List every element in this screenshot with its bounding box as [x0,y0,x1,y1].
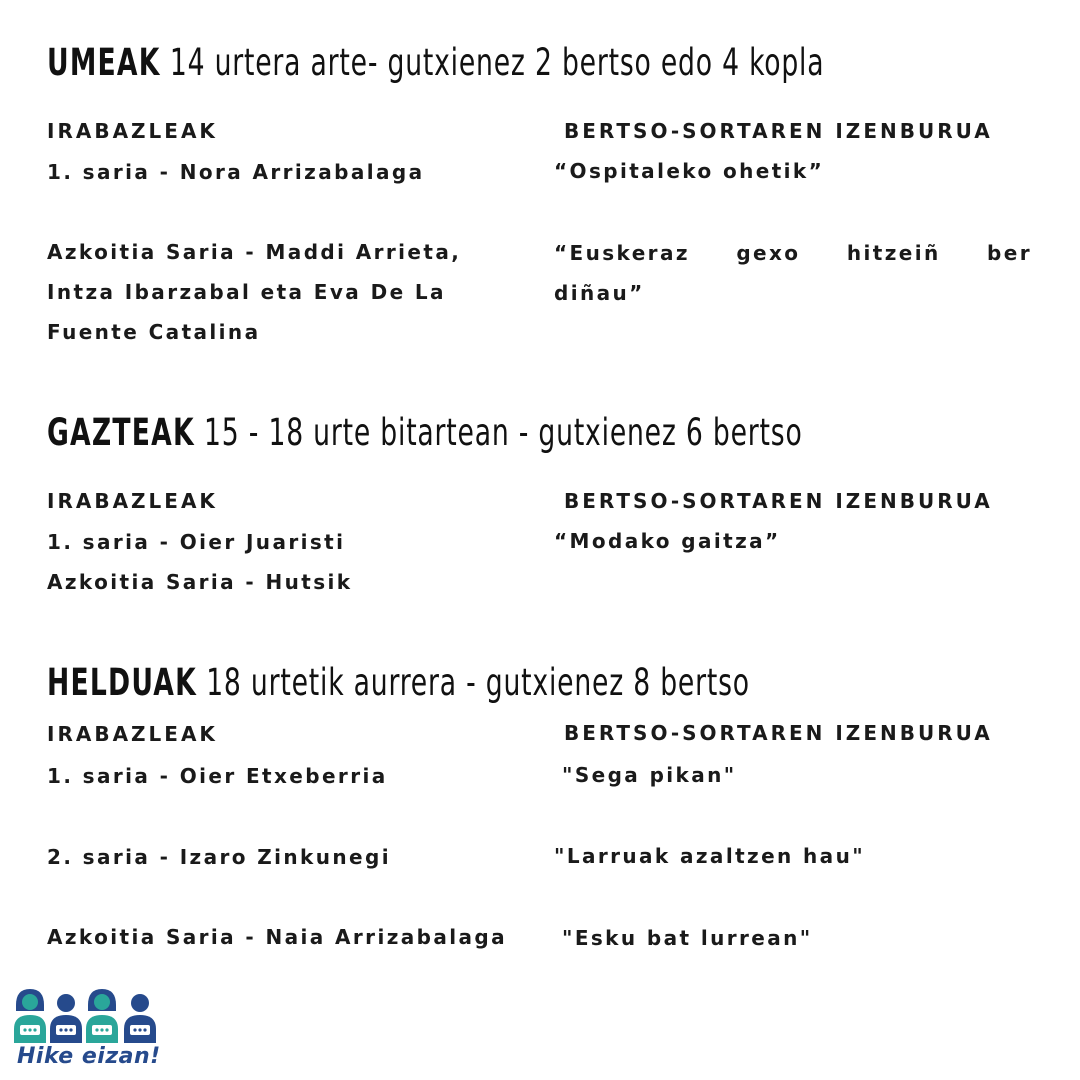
title-label: BERTSO-SORTAREN IZENBURUA [564,119,993,143]
person-icon [124,994,156,1043]
poem-title-word: gexo [736,241,801,265]
winner-entry: 2. saria - Izaro Zinkunegi [47,845,391,869]
winners-label: IRABAZLEAK [47,489,218,513]
poem-title: "Larruak azaltzen hau" [554,844,866,868]
poem-title-word: hitzeiñ [846,241,941,265]
poem-title-continued: diñau” [554,281,645,305]
poem-title: “Ospitaleko ohetik” [554,159,825,183]
person-icon [50,994,82,1043]
poem-title-word: ber [987,241,1032,265]
winner-entry: 1. saria - Oier Etxeberria [47,764,388,788]
section-gazteak-heading [47,411,803,454]
title-label: BERTSO-SORTAREN IZENBURUA [564,721,993,745]
winner-entry: 1. saria - Oier Juaristi [47,530,346,554]
section-category: HELDUAK [47,661,197,704]
poem-title [554,243,1032,263]
logo-text: Hike eizan! [17,1044,161,1069]
person-icon [86,989,118,1043]
section-helduak-heading [47,661,750,704]
winner-entry: Azkoitia Saria - Naia Arrizabalaga [47,925,508,949]
winner-entry: Azkoitia Saria - Hutsik [47,570,353,594]
winner-entry-continued: Fuente Catalina [47,320,261,344]
section-category: GAZTEAK [47,411,195,454]
title-label: BERTSO-SORTAREN IZENBURUA [564,489,993,513]
winner-entry: 1. saria - Nora Arrizabalaga [47,160,425,184]
person-icon [14,989,46,1043]
winners-label: IRABAZLEAK [47,722,218,746]
poem-title: "Sega pikan" [562,763,737,787]
section-description: 14 urtera arte- gutxienez 2 bertso edo 4 kopla [169,41,825,84]
section-description: 15 - 18 urte bitartean - gutxienez 6 bertso [204,411,803,454]
winners-label: IRABAZLEAK [47,119,218,143]
poem-title: “Modako gaitza” [554,529,781,553]
section-category: UMEAK [47,41,161,84]
section-description: 18 urtetik aurrera - gutxienez 8 bertso [206,661,750,704]
poem-title: "Esku bat lurrean" [562,926,813,950]
winner-entry: Azkoitia Saria - Maddi Arrieta, [47,240,462,264]
section-umeak-heading [47,41,825,84]
poem-title-word: “Euskeraz [554,241,690,265]
winner-entry-continued: Intza Ibarzabal eta Eva De La [47,280,446,304]
